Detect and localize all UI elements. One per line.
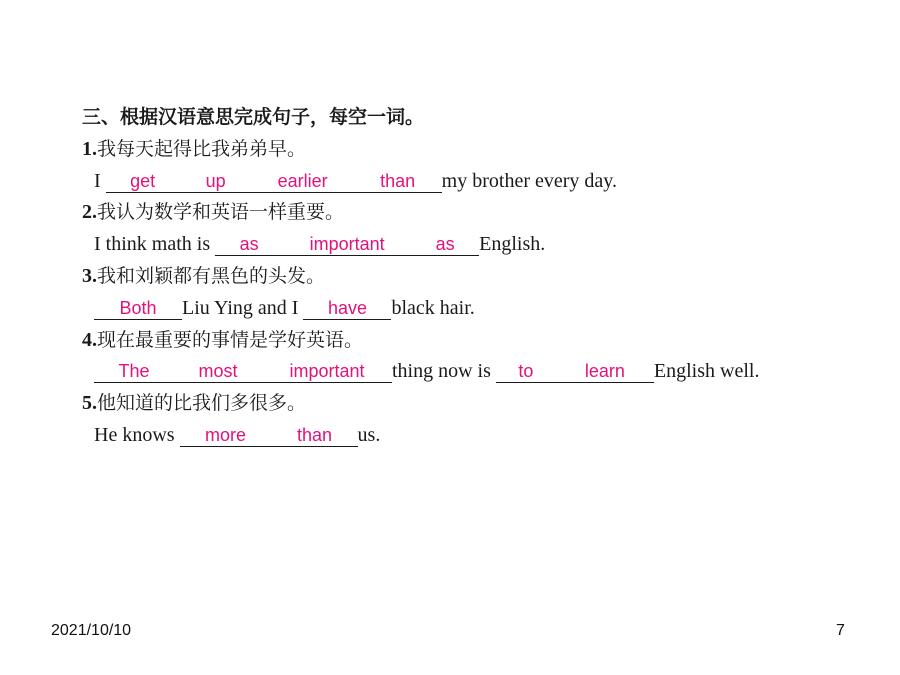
sentence-text: I think math is	[94, 233, 216, 256]
answer-blank[interactable]: learn	[556, 360, 654, 383]
answer-blank[interactable]: as	[411, 233, 479, 256]
chinese-sentence: 他知道的比我们多很多。	[97, 392, 307, 415]
sentence-text: my brother every day.	[441, 169, 617, 192]
question-prompt	[82, 134, 882, 166]
answer-blank[interactable]: than	[354, 170, 442, 193]
sentence-text: English well.	[653, 360, 760, 383]
english-sentence	[82, 420, 882, 452]
chinese-sentence: 现在最重要的事情是学好英语。	[97, 328, 364, 351]
english-sentence	[82, 293, 882, 325]
sentence-text: Liu Ying and I	[182, 296, 304, 319]
sentence-text: thing now is	[392, 360, 496, 383]
question-list	[82, 134, 882, 452]
answer-blank[interactable]: important	[283, 233, 411, 256]
answer-blank[interactable]: important	[262, 360, 392, 383]
english-sentence	[82, 356, 882, 388]
footer-date: 2021/10/10	[51, 622, 132, 639]
english-sentence	[82, 229, 882, 261]
question-number: 3.	[82, 264, 97, 287]
english-sentence	[82, 166, 882, 198]
answer-blank[interactable]: than	[272, 424, 358, 447]
answer-blank[interactable]: as	[215, 233, 283, 256]
sentence-text: He knows	[94, 423, 180, 446]
answer-blank[interactable]: most	[174, 360, 262, 383]
question-prompt	[82, 261, 882, 293]
answer-blank[interactable]: Both	[94, 297, 182, 320]
exercise-content	[82, 102, 882, 452]
question-prompt	[82, 388, 882, 420]
section-title: 三、根据汉语意思完成句子，每空一词。	[82, 106, 425, 128]
question-number: 2.	[82, 201, 97, 224]
chinese-sentence: 我每天起得比我弟弟早。	[97, 137, 307, 160]
question-prompt	[82, 325, 882, 357]
answer-blank[interactable]: get	[106, 170, 180, 193]
answer-blank[interactable]: have	[303, 297, 391, 320]
question-number: 5.	[82, 392, 97, 415]
sentence-text: I	[94, 169, 106, 192]
question-prompt	[82, 197, 882, 229]
question-number: 4.	[82, 328, 97, 351]
chinese-sentence: 我认为数学和英语一样重要。	[97, 201, 345, 224]
answer-blank[interactable]: up	[180, 170, 252, 193]
chinese-sentence: 我和刘颖都有黑色的头发。	[97, 264, 326, 287]
answer-blank[interactable]: The	[94, 360, 174, 383]
answer-blank[interactable]: more	[180, 424, 272, 447]
page-number: 7	[836, 622, 845, 639]
answer-blank[interactable]: to	[496, 360, 556, 383]
sentence-text: us.	[357, 423, 381, 446]
question-number: 1.	[82, 137, 97, 160]
sentence-text: English.	[479, 233, 546, 256]
answer-blank[interactable]: earlier	[252, 170, 354, 193]
sentence-text: black hair.	[391, 296, 475, 319]
